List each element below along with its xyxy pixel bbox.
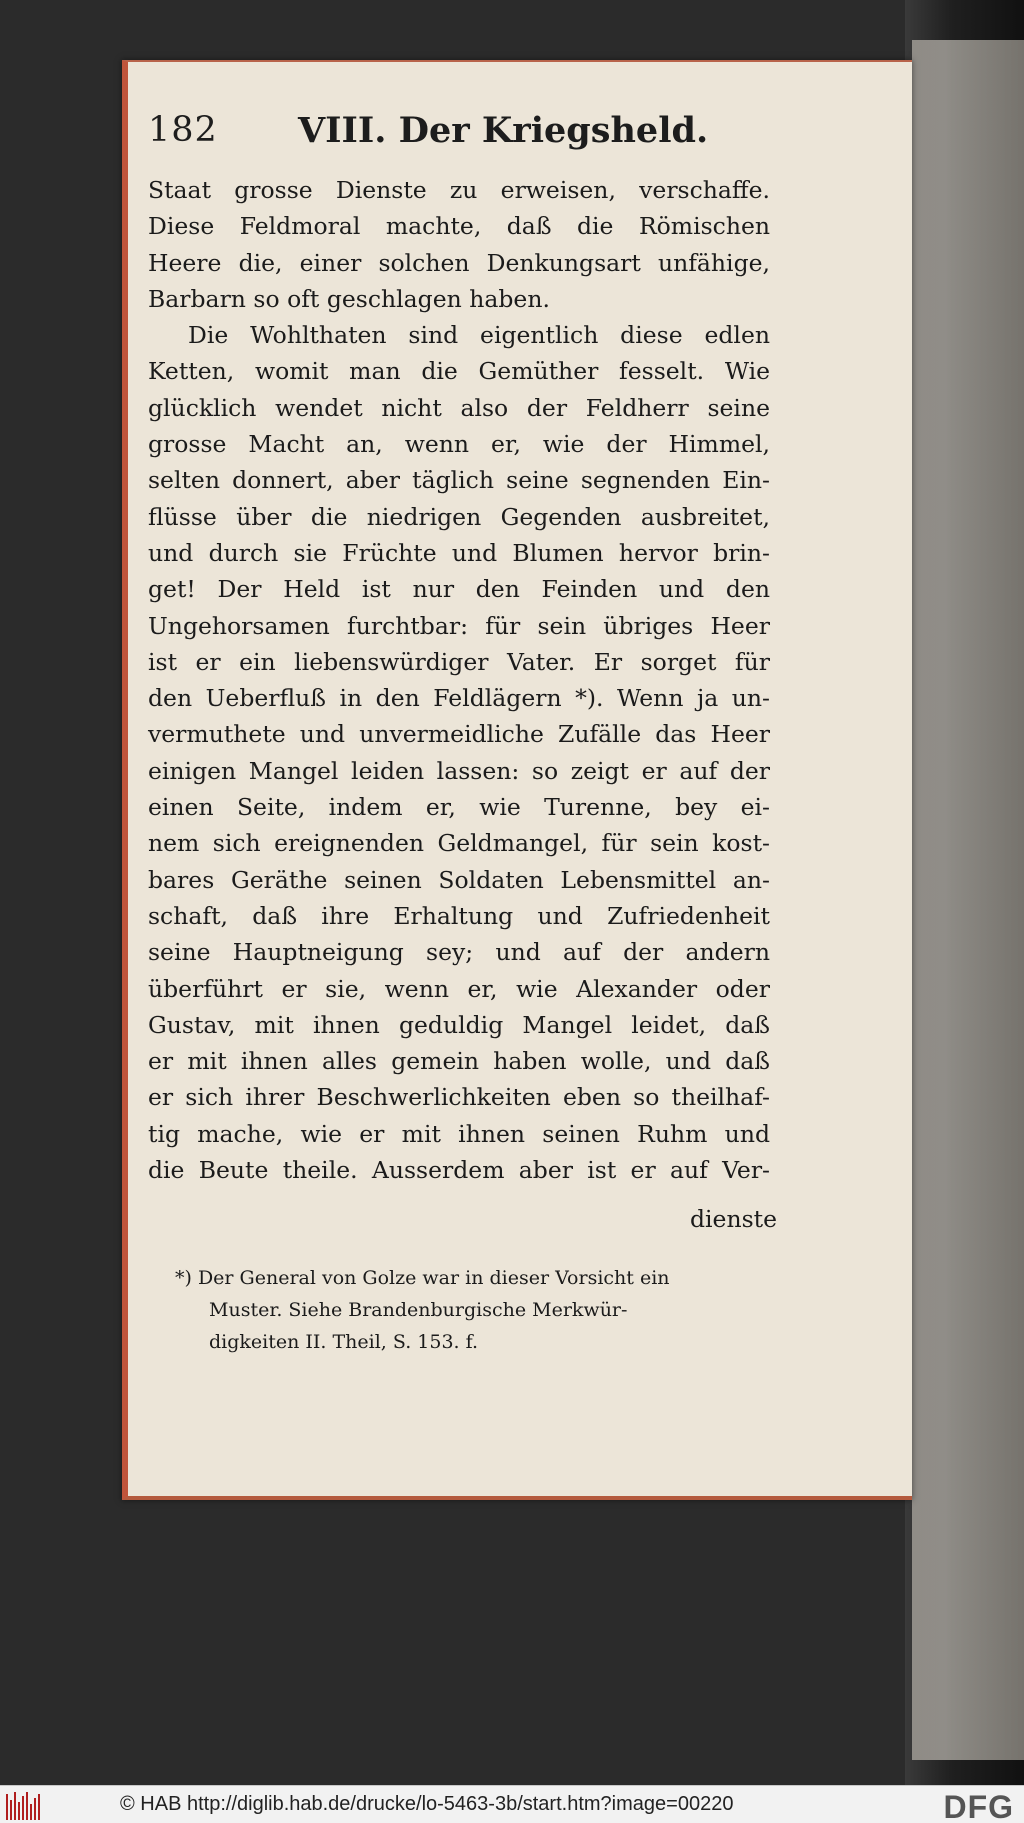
page-number: 182	[148, 110, 218, 150]
text-line: Gustav, mit ihnen geduldig Mangel leidet, daß	[148, 1010, 770, 1039]
text-line: und durch sie Früchte und Blumen hervor brin-	[148, 538, 770, 567]
text-line: einigen Mangel leiden lassen: so zeigt er auf der	[148, 756, 770, 785]
text-line: er sich ihrer Beschwerlichkeiten eben so theilhaf-	[148, 1083, 770, 1112]
text-line: den Ueberfluß in den Feldlägern *). Wenn ja un-	[148, 684, 770, 713]
page-header	[148, 110, 768, 160]
text-line: Diese Feldmoral machte, daß die Römischen	[148, 212, 770, 241]
text-line: flüsse über die niedrigen Gegenden ausbreitet,	[148, 502, 770, 531]
footer-bar	[0, 1785, 1024, 1823]
text-line: ist er ein liebenswürdiger Vater. Er sorget für	[148, 647, 770, 676]
source-url-link[interactable]: © HAB http://diglib.hab.de/drucke/lo-5463-3b/start.htm?image=00220	[120, 1793, 734, 1815]
catchword: dienste	[690, 1205, 778, 1233]
text-line: bares Geräthe seinen Soldaten Lebensmittel an-	[148, 865, 770, 894]
body-text	[148, 172, 770, 1188]
text-line: seine Hauptneigung sey; und auf der andern	[148, 938, 770, 967]
footnote-line: Muster. Siehe Brandenburgische Merkwür-	[209, 1299, 628, 1321]
dfg-logo: DFG	[943, 1789, 1014, 1823]
footnote-line: digkeiten II. Theil, S. 153. f.	[209, 1331, 479, 1353]
running-head: VIII. Der Kriegsheld.	[298, 110, 709, 151]
text-line: Ungehorsamen furchtbar: für sein übriges Heer	[148, 611, 770, 640]
footnote	[175, 1262, 775, 1358]
text-line: Barbarn so oft geschlagen haben.	[148, 284, 550, 313]
text-line: Die Wohlthaten sind eigentlich diese edlen	[188, 321, 770, 350]
text-line: überführt er sie, wenn er, wie Alexander oder	[148, 974, 770, 1003]
text-line: er mit ihnen alles gemein haben wolle, und daß	[148, 1047, 770, 1076]
text-line: einen Seite, indem er, wie Turenne, bey ei-	[148, 793, 770, 822]
text-line: glücklich wendet nicht also der Feldherr seine	[148, 393, 770, 422]
text-line: tig mache, wie er mit ihnen seinen Ruhm und	[148, 1119, 770, 1148]
text-line: die Beute theile. Ausserdem aber ist er auf Ver-	[148, 1156, 770, 1185]
adjacent-page-edge	[912, 40, 1024, 1760]
text-line: selten donnert, aber täglich seine segnenden Ein-	[148, 466, 770, 495]
text-line: Heere die, einer solchen Denkungsart unfähige,	[148, 248, 770, 277]
text-line: nem sich ereignenden Geldmangel, für sein kost-	[148, 829, 770, 858]
text-line: Ketten, womit man die Gemüther fesselt. Wie	[148, 357, 770, 386]
text-line: Staat grosse Dienste zu erweisen, verschaffe.	[148, 176, 770, 204]
text-line: schaft, daß ihre Erhaltung und Zufriedenheit	[148, 901, 770, 930]
text-line: vermuthete und unvermeidliche Zufälle das Heer	[148, 720, 770, 749]
text-line: get! Der Held ist nur den Feinden und den	[148, 575, 770, 604]
text-line: grosse Macht an, wenn er, wie der Himmel,	[148, 430, 770, 459]
footnote-line: *) Der General von Golze war in dieser Vorsicht ein	[175, 1267, 670, 1289]
hab-logo-icon	[6, 1790, 46, 1820]
